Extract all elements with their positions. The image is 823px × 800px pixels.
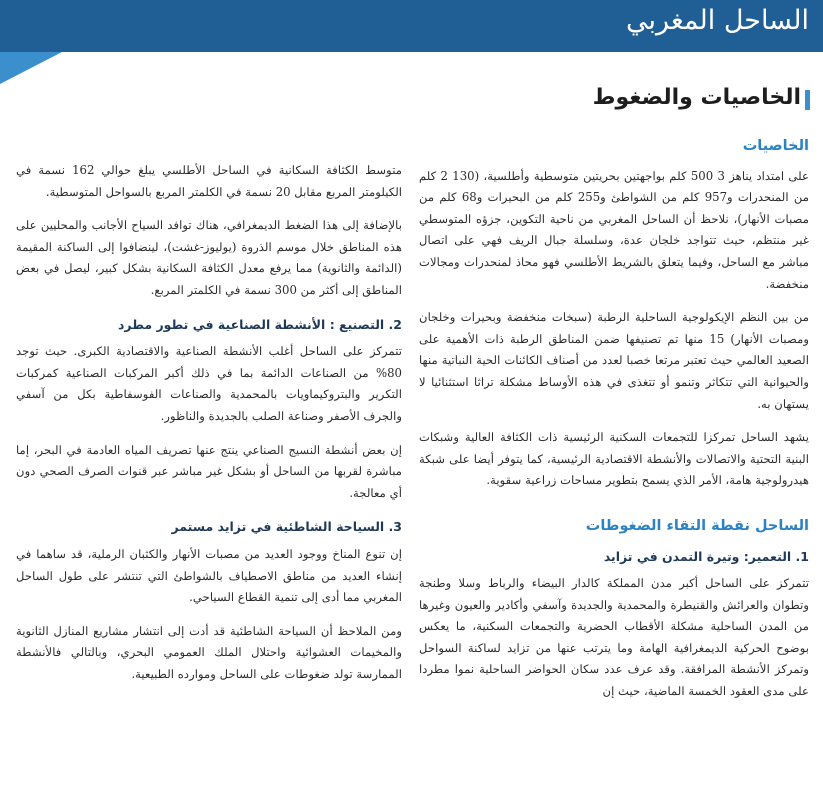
paragraph-settlements: يشهد الساحل تمركزا للتجمعات السكنية الرئيسية ذات الكثافة العالية وشبكات البنية التحتية والاتصالات والأنشطة الاقتصادية الرئيسية، كما يتوفر أيضا على شبكة هيدرولوجية هامة، الأمر الذي يسمح بتطوير مساحات زراعية سقوية. — [419, 430, 809, 488]
heading-pressures: الساحل نقطة التقاء الضغوطات — [585, 517, 809, 534]
heading-beach-tourism: 3. السياحة الشاطئية في تزايد مستمر — [171, 519, 402, 535]
paragraph-density: متوسط الكثافة السكانية في الساحل الأطلسي يبلغ حوالي 162 نسمة في الكيلومتر المربع مقابل 20 نسمة في الكلمتر المربع بالسواحل المتوسطية. — [16, 163, 402, 199]
paragraph-industry: تتمركز على الساحل أغلب الأنشطة الصناعية والاقتصادية الكبرى. حيث توجد 80% من الصناعات الدائمة بما في ذلك أكبر المركبات الصناعية كمركبات التكرير والبتروكيماويات بالمحمدية والصناعات الفوسفاطية بكل من آسفي والجرف الأصفر وصناعة الصلب بالجديدة والناظور. — [16, 344, 402, 423]
right-column — [419, 136, 809, 715]
section-title: الخاصيات والضغوط — [592, 85, 801, 110]
header-banner — [0, 0, 823, 52]
left-column — [16, 160, 402, 697]
heading-industrialization: 2. التصنيع : الأنشطة الصناعية في تطور مطرد — [118, 316, 402, 332]
section-title-marker — [805, 90, 810, 110]
paragraph-wastewater: إن بعض أنشطة النسيج الصناعي ينتج عنها تصريف المياه العادمة في البحر، إما مباشرة لقربها من الساحل أو بشكل غير مباشر عبر قنوات الصرف الصحي دون أي معالجة. — [16, 442, 402, 500]
heading-features: الخاصيات — [742, 138, 809, 154]
banner-title: الساحل المغربي — [625, 5, 809, 36]
paragraph-urbanization: تتمركز على الساحل أكبر مدن المملكة كالدار البيضاء والرباط وسلا وطنجة وتطوان والعرائش والقنيطرة والمحمدية والجديدة وآسفي وأكادير والعيون وغيرها من المدن الساحلية مشكلة الأقطاب الحضرية والتجمعات السكنية، ما يعكس بوضوح الحركية الديمغرافية الهامة وما يترتب عنها من تزايد لساكنة السواحل وتمركز الأنشطة المرافقة. وقد عرف عدد سكان الحواضر الساحلية نموا مطردا على مدى العقود الخمسة الماضية، حيث إن — [419, 576, 809, 699]
paragraph-tourism-development: إن تنوع المناخ ووجود العديد من مصبات الأنهار والكثبان الرملية، قد ساهما في إنشاء العديد من مناطق الاصطياف بالشواطئ التي تنتشر على طول الساحل المغربي مما أدى إلى تنمية القطاع السياحي. — [16, 546, 402, 605]
banner-corner-decoration — [0, 52, 62, 84]
paragraph-tourist-pressure: بالإضافة إلى هذا الضغط الديمغرافي، هناك توافد السياح الأجانب والمحليين على هذه المناطق خلال موسم الذروة (يوليوز-غشت)، لينضافوا إلى الساكنة المقيمة (الدائمة والثانوية) مما يرفع معدل الكثافة السكانية بشكل كبير، ليصل في بعض المناطق إلى أكثر من 300 نسمة في الكلمتر المربع. — [16, 218, 402, 297]
paragraph-tourism-impacts: ومن الملاحظ أن السياحة الشاطئية قد أدت إلى انتشار مشاريع المنازل الثانوية والمخيمات العشوائية واحتلال الملك العمومي البحري، وبالتالي فالأنشطة الممارسة تولد ضغوطات على الساحل وموارده الطبيعية. — [16, 623, 402, 681]
heading-urbanization: 1. التعمير: وتيرة التمدن في تزايد — [603, 548, 809, 564]
paragraph-coastline-extent: على امتداد يناهز 3 500 كلم بواجهتين بحريتين متوسطية وأطلسية، (130 2 كلم من المنحدرات و957 كلم من الشواطئ و255 كلم من البحيرات و68 كلم من مصبات الأنهار)، نلاحظ أن الساحل المغربي من ناحية التكوين، جزؤه المتوسطي غير منتظم، حيث تتواجد خلجان عدة، وسلسلة جبال الريف فهي على اتصال مباشر مع الساحل، وفيما يتعلق بالشريط الأطلسي فهو محاذ لمنحدرات ومجالات منخفضة. — [419, 168, 809, 291]
paragraph-wetlands: من بين النظم الإيكولوجية الساحلية الرطبة (سبخات منخفضة وبحيرات وخلجان ومصبات الأنهار) 15 منها تم تصنيفها ضمن المناطق الرطبة ذات الأهمية على الصعيد العالمي حيث تعتبر مرتعا خصبا لعدد من أصناف الكائنات الحية النباتية منها والحيوانية التي تتكاثر وتنمو أو تتغذى في هذه الأوساط مشكلة تراثا استثنائيا لا يستهان به. — [419, 310, 809, 411]
